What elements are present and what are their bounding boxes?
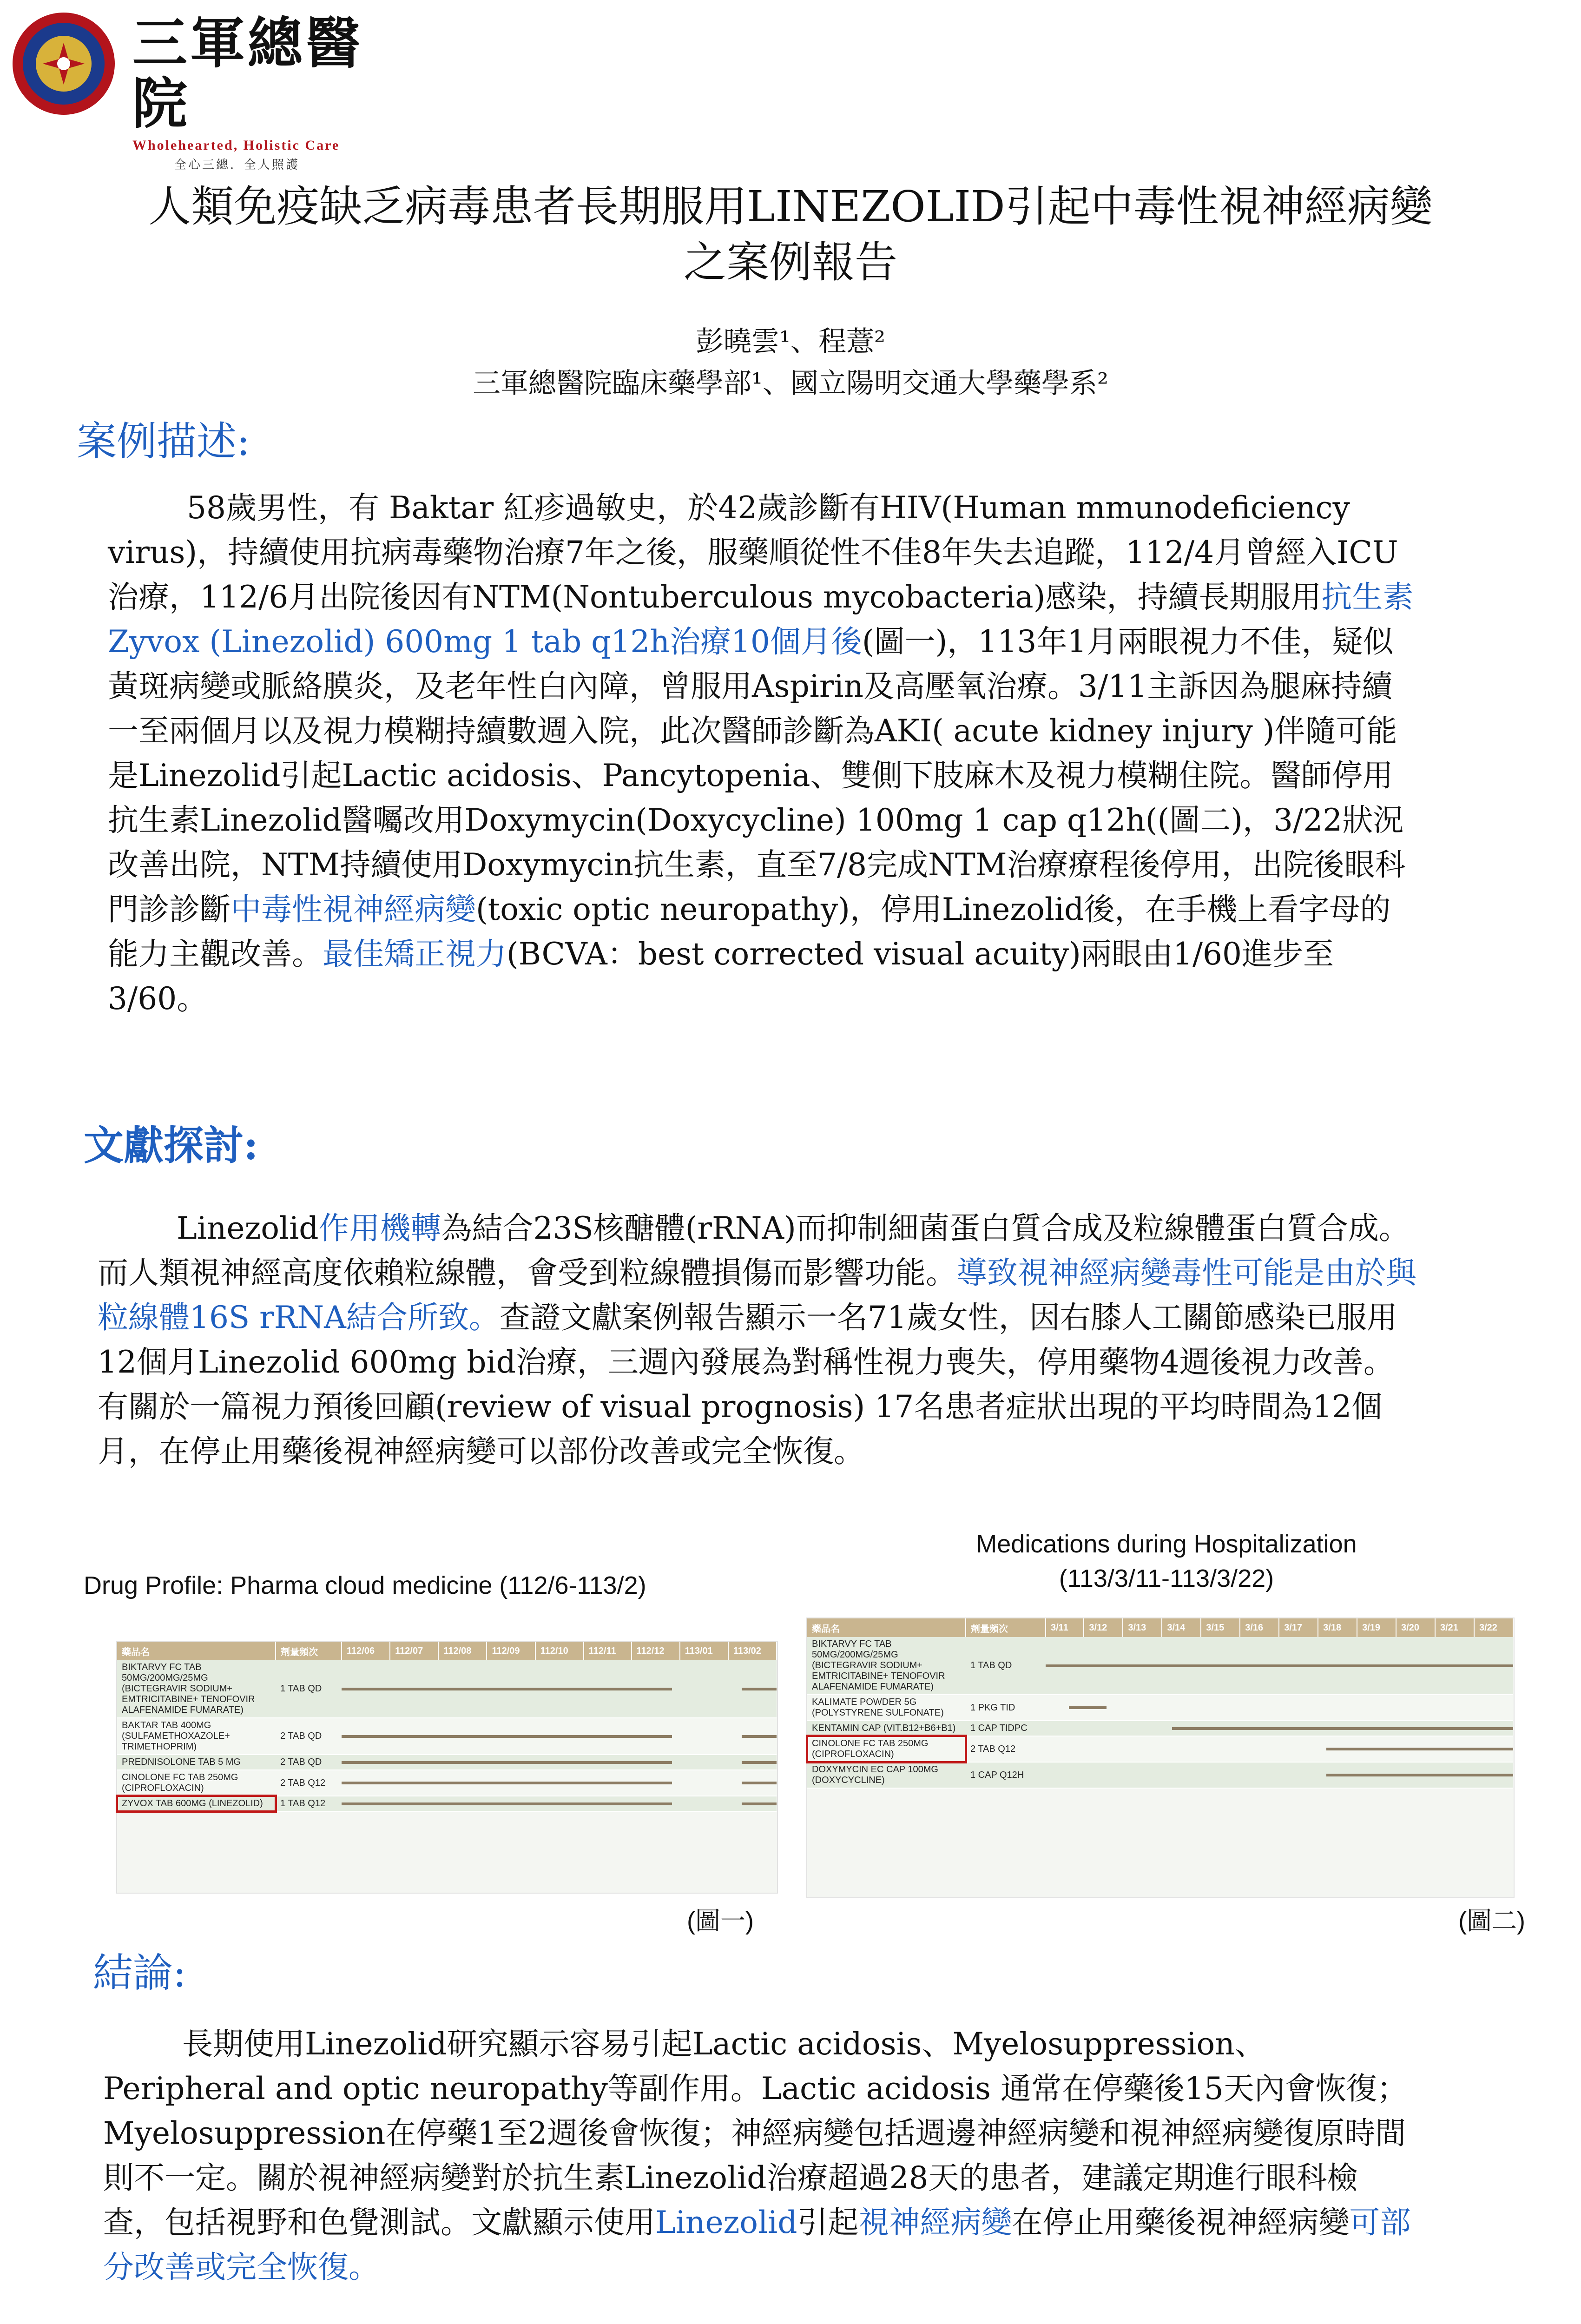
lit-highlight-mechanism: 作用機轉 <box>318 1210 441 1246</box>
figure1-month-0: 112/06 <box>342 1642 390 1660</box>
figure1-duration-bar <box>342 1802 672 1805</box>
literature-paragraph <box>98 1206 1417 1474</box>
case-text-a: 58歲男性，有 Baktar 紅疹過敏史，於42歲診斷有HIV(Human mmunodeficiency virus)，持續使用抗病毒藥物治療7年之後，服藥順從性不佳8年失去追蹤，112/4月曾經入ICU治療，112/6月出院後因有NTM(Nontuberculous mycobacteria)感染，持續長期服用 <box>108 490 1398 615</box>
literature-heading: 文獻探討: <box>84 1122 258 1169</box>
conclusion-text-b: 引起 <box>797 2205 859 2240</box>
figure1-drug-cell: BAKTAR TAB 400MG (SULFAMETHOXAZOLE+ TRIMETHOPRIM) <box>117 1718 276 1755</box>
figure2-duration-bar <box>1326 1748 1513 1750</box>
figure2-day-0: 3/11 <box>1046 1618 1084 1637</box>
figure1-row <box>117 1718 777 1755</box>
figure1-freq-cell: 2 TAB Q12 <box>276 1770 342 1796</box>
figure1-duration-bar <box>742 1761 777 1764</box>
figure2-timeline-cell <box>1046 1762 1513 1788</box>
figure1-duration-bar <box>342 1735 672 1738</box>
conclusion-heading: 結論: <box>93 1950 186 1996</box>
figure1-drug-cell: ZYVOX TAB 600MG (LINEZOLID) <box>117 1796 276 1811</box>
figure1-duration-bar <box>742 1802 777 1805</box>
figure1-timeline-cell <box>342 1660 777 1718</box>
figure1-drug-cell: PREDNISOLONE TAB 5 MG <box>117 1755 276 1770</box>
figure2-day-7: 3/18 <box>1318 1618 1357 1637</box>
figure1-panel <box>116 1641 778 1894</box>
figure1-month-2: 112/08 <box>438 1642 487 1660</box>
figure1-duration-bar <box>342 1761 672 1764</box>
conclusion-text-a: 長期使用Linezolid研究顯示容易引起Lactic acidosis、Myelosuppression、Peripheral and optic neuropathy等副作用。Lactic acidosis 通常在停藥後15天內會恢復；Myelosuppression在停藥1至2週後會恢復；神經病變包括週邊神經病變和視神經病變復原時間則不一定。關於視神經病變對於抗生素Linezolid治療超過28天的患者，建議定期進行眼科檢查，包括視野和色覺測試。文獻顯示使用 <box>103 2026 1408 2240</box>
figure2-day-5: 3/16 <box>1240 1618 1279 1637</box>
figure2-day-3: 3/14 <box>1162 1618 1201 1637</box>
figure2-day-6: 3/17 <box>1279 1618 1318 1637</box>
figure2-drug-cell: BIKTARVY FC TAB 50MG/200MG/25MG (BICTEGRAVIR SODIUM+ EMTRICITABINE+ TENOFOVIR ALAFENAMIDE FUMARATE) <box>807 1637 966 1695</box>
figure2-freq-cell: 1 TAB QD <box>966 1637 1046 1695</box>
figure2-timeline-cell <box>1046 1736 1513 1762</box>
figure2-title-line1: Medications during Hospitalization <box>976 1530 1357 1558</box>
figure1-drug-cell: BIKTARVY FC TAB 50MG/200MG/25MG (BICTEGRAVIR SODIUM+ EMTRICITABINE+ TENOFOVIR ALAFENAMIDE FUMARATE) <box>117 1660 276 1718</box>
figure2-header-row <box>807 1618 1513 1637</box>
figure2-drug-cell: KALIMATE POWDER 5G (POLYSTYRENE SULFONATE) <box>807 1695 966 1721</box>
case-text-b: (圖一)，113年1月兩眼視力不佳，疑似黃斑病變或脈絡膜炎，及老年性白內障，曾服用Aspirin及高壓氧治療。3/11主訴因為腿麻持續一至兩個月以及視力模糊持續數週入院，此次醫師診斷為AKI( acute kidney injury )伴隨可能是Linezolid引起Lactic acidosis、Pancytopenia、雙側下肢麻木及視力模糊住院。醫師停用抗生素Linezolid醫囑改用Doxymycin(Doxycycline) 100mg 1 cap q12h((圖二)，3/22狀況改善出院，NTM持續使用Doxymycin抗生素，直至7/8完成NTM治療療程後停用，出院後眼科門診診斷 <box>108 624 1406 927</box>
figure1-col-freq: 劑量頻次 <box>276 1642 342 1660</box>
figure2-freq-cell: 2 TAB Q12 <box>966 1736 1046 1762</box>
figure2-row <box>807 1695 1513 1721</box>
case-text-c: (toxic optic neuropathy)，停用Linezolid後，在手機上看字母的能力主觀改善。 <box>108 891 1391 972</box>
lit-text-c: 查證文獻案例報告顯示一名71歲女性，因右膝人工關節感染已服用12個月Linezolid 600mg bid治療，三週內發展為對稱性視力喪失，停用藥物4週後視力改善。有關於一篇視力預後回顧(review of visual prognosis) 17名患者症狀出現的平均時間為12個月，在停止用藥後視神經病變可以部份改善或完全恢復。 <box>98 1300 1397 1469</box>
figure2-day-1: 3/12 <box>1084 1618 1123 1637</box>
figure1-month-1: 112/07 <box>390 1642 438 1660</box>
author-affiliations: 三軍總醫院臨床藥學部¹、國立陽明交通大學藥學系² <box>472 367 1109 400</box>
lit-text-b: 為結合23S核醣體(rRNA)而抑制細菌蛋白質合成及粒線體蛋白質合成。而人類視神經高度依賴粒線體，會受到粒線體損傷而影響功能。 <box>98 1210 1410 1291</box>
figure2-freq-cell: 1 PKG TID <box>966 1695 1046 1721</box>
figure1-month-5: 112/11 <box>584 1642 632 1660</box>
figure1-row <box>117 1770 777 1796</box>
figure2-freq-cell: 1 CAP TIDPC <box>966 1721 1046 1736</box>
author-block <box>0 321 1581 404</box>
lit-text-a: Linezolid <box>177 1210 319 1246</box>
hospital-logo <box>10 10 117 117</box>
author-names: 彭曉雲¹、程薏² <box>695 325 886 358</box>
figure1-month-8: 113/02 <box>728 1642 777 1660</box>
case-highlight-bcva: 最佳矯正視力 <box>323 936 507 972</box>
figure1-freq-cell: 1 TAB QD <box>276 1660 342 1718</box>
figure2-table <box>807 1618 1514 1789</box>
figure2-day-4: 3/15 <box>1201 1618 1240 1637</box>
figure2-timeline-cell <box>1046 1637 1513 1695</box>
figure1-freq-cell: 2 TAB QD <box>276 1755 342 1770</box>
figure2-drug-cell: KENTAMIN CAP (VIT.B12+B6+B1) <box>807 1721 966 1736</box>
figure1-month-7: 113/01 <box>680 1642 728 1660</box>
figure1-duration-bar <box>342 1782 672 1784</box>
figure2-col-freq: 劑量頻次 <box>966 1618 1046 1637</box>
conclusion-paragraph <box>103 2022 1418 2290</box>
logo-english: Wholehearted, Holistic Care <box>132 138 340 153</box>
figure1-freq-cell: 1 TAB Q12 <box>276 1796 342 1811</box>
conclusion-text-c: 在停止用藥後視神經病變 <box>1012 2205 1350 2240</box>
case-highlight-linezolid: 抗生素Zyvox (Linezolid) 600mg 1 tab q12h治療10個月後 <box>108 579 1414 660</box>
logo-subtitle: 全心三總．全人照護 <box>174 158 300 172</box>
conclusion-highlight-neuropathy: 視神經病變 <box>858 2205 1012 2240</box>
figure2-freq-cell: 1 CAP Q12H <box>966 1762 1046 1788</box>
figure1-timeline-cell <box>342 1770 777 1796</box>
figure1-row <box>117 1660 777 1718</box>
figure2-drug-cell: CINOLONE FC TAB 250MG (CIPROFLOXACIN) <box>807 1736 966 1762</box>
conclusion-highlight-linezolid: Linezolid <box>655 2205 797 2240</box>
figure1-timeline-cell <box>342 1796 777 1811</box>
figure2-caption: (圖二) <box>1458 1907 1525 1935</box>
figure1-month-3: 112/09 <box>487 1642 535 1660</box>
figure2-day-11: 3/22 <box>1474 1618 1513 1637</box>
figure1-month-6: 112/12 <box>632 1642 680 1660</box>
figure2-day-2: 3/13 <box>1123 1618 1162 1637</box>
figure1-col-drug: 藥品名 <box>117 1642 276 1660</box>
figure2-panel <box>806 1618 1515 1898</box>
figure1-row <box>117 1796 777 1811</box>
figure1-row <box>117 1755 777 1770</box>
figure2-timeline-cell <box>1046 1721 1513 1736</box>
figure2-row <box>807 1736 1513 1762</box>
case-heading: 案例描述: <box>77 418 250 465</box>
figure2-duration-bar <box>1046 1664 1513 1667</box>
figure2-timeline-cell <box>1046 1695 1513 1721</box>
title-line-2: 之案例報告 <box>683 238 897 287</box>
figure2-title-line2: (113/3/11-113/3/22) <box>1059 1565 1274 1592</box>
logo-title: 三軍總醫院 <box>132 11 363 136</box>
figure2-day-9: 3/20 <box>1396 1618 1435 1637</box>
figure2-row <box>807 1762 1513 1788</box>
figure1-duration-bar <box>342 1688 672 1690</box>
hospital-emblem-icon <box>10 10 117 117</box>
figure1-table <box>117 1642 777 1812</box>
case-paragraph <box>108 486 1418 1021</box>
figure1-timeline-cell <box>342 1755 777 1770</box>
figure1-title: Drug Profile: Pharma cloud medicine (112/6-113/2) <box>84 1571 646 1599</box>
case-text-d: (BCVA：best corrected visual acuity)兩眼由1/60進步至3/60。 <box>108 936 1334 1017</box>
figure1-header-row <box>117 1642 777 1660</box>
figure2-row <box>807 1721 1513 1736</box>
case-highlight-toxic-optic: 中毒性視神經病變 <box>231 891 476 927</box>
figure2-col-drug: 藥品名 <box>807 1618 966 1637</box>
figure1-drug-cell: CINOLONE FC TAB 250MG (CIPROFLOXACIN) <box>117 1770 276 1796</box>
figure2-duration-bar <box>1172 1727 1513 1730</box>
figure2-day-10: 3/21 <box>1435 1618 1474 1637</box>
figure1-duration-bar <box>742 1735 777 1738</box>
figure1-freq-cell: 2 TAB QD <box>276 1718 342 1755</box>
figure1-timeline-cell <box>342 1718 777 1755</box>
title-line-1: 人類免疫缺乏病毒患者長期服用LINEZOLID引起中毒性視神經病變 <box>148 182 1433 231</box>
figure1-caption: (圖一) <box>687 1907 754 1935</box>
figure1-duration-bar <box>742 1782 777 1784</box>
logo-wordmark <box>132 11 374 172</box>
figure1-month-4: 112/10 <box>535 1642 584 1660</box>
conclusion-highlight-recovery: 可部分改善或完全恢復。 <box>103 2205 1411 2285</box>
figure1-duration-bar <box>742 1688 777 1690</box>
figure2-drug-cell: DOXYMYCIN EC CAP 100MG (DOXYCYCLINE) <box>807 1762 966 1788</box>
figure2-title <box>818 1527 1515 1596</box>
poster-title <box>0 179 1581 290</box>
figure2-row <box>807 1637 1513 1695</box>
figure2-duration-bar <box>1069 1706 1106 1709</box>
lit-highlight-16s: 導致視神經病變毒性可能是由於與粒線體16S rRNA結合所致。 <box>98 1255 1416 1335</box>
figure2-day-8: 3/19 <box>1357 1618 1396 1637</box>
figure2-duration-bar <box>1326 1774 1513 1776</box>
